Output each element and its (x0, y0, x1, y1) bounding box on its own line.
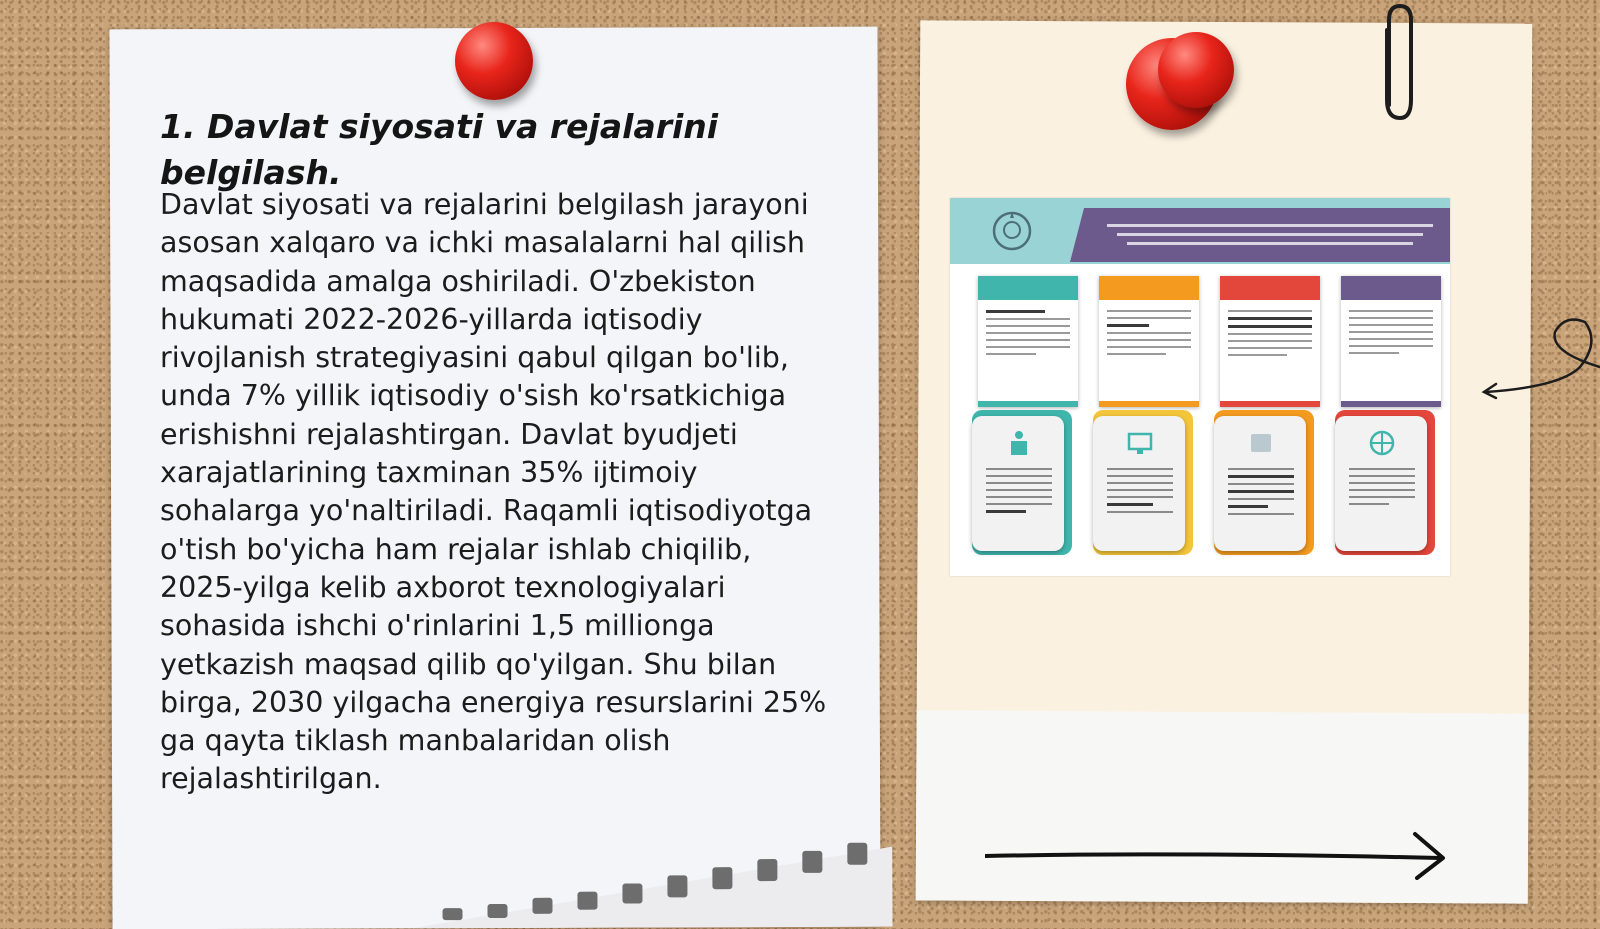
slide-title: 1. Davlat siyosati va rejalarini belgilash. (160, 107, 719, 192)
infographic-tile-yellow (1093, 410, 1193, 555)
infographic-tile-teal (972, 410, 1072, 555)
red-pushpin-icon (1158, 32, 1234, 108)
curly-arrow-icon (1480, 312, 1600, 412)
infographic-tile-orange (1214, 410, 1314, 555)
emblem-icon (990, 208, 1034, 254)
slide-body-text: Davlat siyosati va rejalarini belgilash jarayoni asosan xalqaro va ichki masalalarni hal qilish maqsadida amalga oshiriladi. O'zbekiston hukumati 2022-2026-yillarda iqtisodiy rivojlanish strategiyasini qabul qilgan bo'lib, unda 7% yillik iqtisodiy o'sish ko'rsatkichiga erishishni rejalashtirgan. Davlat byudjeti xarajatlarining taxminan 35% ijtimoiy sohalarga yo'naltiriladi. Raqamli iqtisodiyotga o'tish bo'yicha ham rejalar ishlab chiqilib, 2025-yilga kelib axborot texnologiyalari sohasida ishchi o'rinlarini 1,5 millionga yetkazish maqsad qilib qo'yilgan. Shu bilan birga, 2030 yilgacha energiya resurslarini 25% ga qayta tiklash manbalaridan olish rejalashtirilgan. (160, 188, 827, 796)
infographic-image (950, 198, 1450, 576)
torn-paper-edge (412, 807, 892, 929)
infographic-tile-red (1335, 410, 1435, 555)
media-icon (1246, 428, 1276, 458)
monitor-icon (1125, 428, 1155, 458)
infographic-card-teal (978, 276, 1078, 407)
globe-icon (1367, 428, 1397, 458)
infographic-card-purple (1341, 276, 1441, 407)
podium-icon (1004, 428, 1034, 458)
infographic-card-orange (1099, 276, 1199, 407)
infographic-banner (950, 198, 1450, 264)
red-pushpin-icon (455, 22, 533, 100)
right-arrow-icon (985, 828, 1455, 880)
infographic-card-red (1220, 276, 1320, 407)
infographic-banner-ribbon (1070, 208, 1450, 262)
paperclip-icon (1375, 0, 1425, 125)
